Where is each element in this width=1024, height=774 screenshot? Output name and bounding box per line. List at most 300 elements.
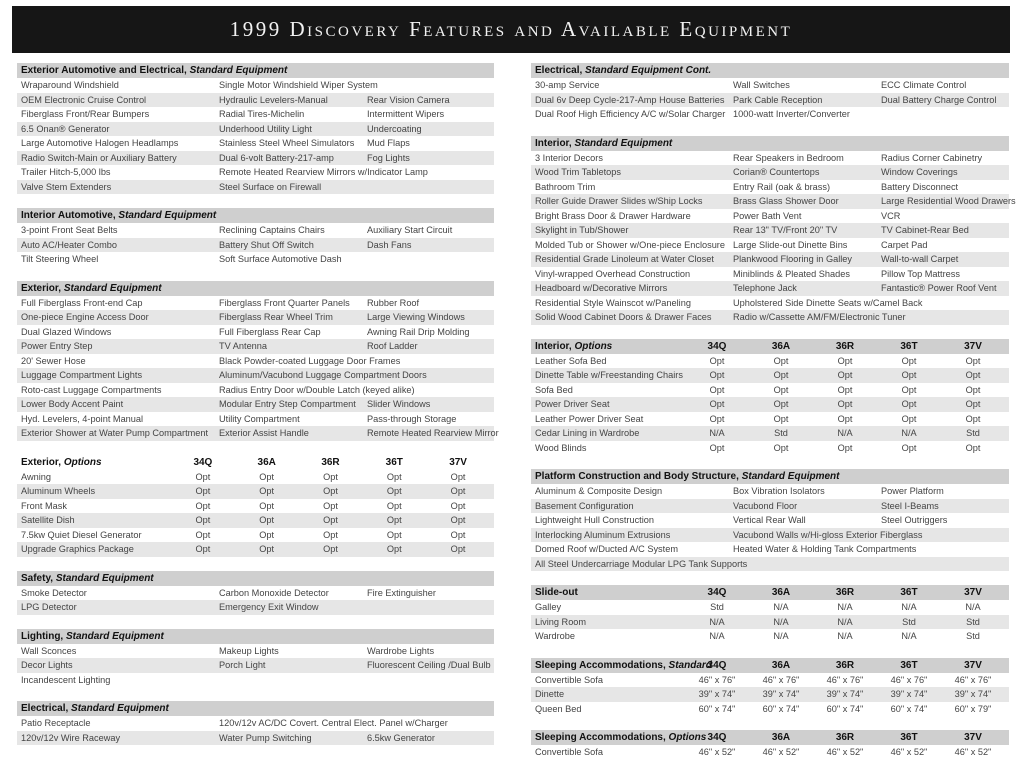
table-cell: Dual 6v Deep Cycle-217-Amp House Batteries [535, 94, 725, 105]
table-row [531, 687, 1009, 702]
table-cell: Large Viewing Windows [367, 312, 465, 322]
table-cell: Power Driver Seat [535, 399, 610, 409]
table-cell: Dual Roof High Efficiency A/C w/Solar Charger [535, 109, 726, 119]
section-rows [531, 600, 1009, 644]
table-row [17, 180, 494, 195]
table-cell: Wall Sconces [21, 645, 77, 656]
section-header-text: Slide-out [535, 587, 578, 598]
table-cell: Opt [837, 413, 853, 424]
table-cell: Vertical Rear Wall [733, 515, 806, 525]
section-header-qualifier: Standard Equipment [66, 630, 164, 642]
table-cell: Wall-to-wall Carpet [881, 254, 959, 264]
table-cell: Emergency Exit Window [219, 602, 319, 612]
column-header-34q: 34Q [707, 340, 727, 352]
table-cell: Brass Glass Shower Door [733, 196, 839, 206]
table-row [17, 151, 494, 166]
table-cell: Patio Receptacle [21, 718, 91, 728]
column-header-34q: 34Q [193, 456, 213, 468]
table-row [17, 339, 494, 354]
section-header-text: Exterior Automotive and Electrical, [21, 65, 187, 76]
table-cell: Black Powder-coated Luggage Door Frames [219, 355, 401, 366]
table-cell: Opt [965, 442, 981, 453]
section-header [17, 281, 494, 296]
table-cell: 60" x 74" [762, 703, 800, 714]
table-cell: Convertible Sofa [535, 674, 603, 685]
table-cell: Opt [901, 355, 917, 366]
table-cell: Opt [323, 515, 338, 525]
table-cell [881, 528, 1005, 543]
section-exterior-automotive-and-electrical-stand [17, 63, 494, 194]
table-cell: Fire Extinguisher [367, 587, 436, 598]
column-header-37v: 37V [964, 732, 982, 743]
table-cell: Opt [773, 399, 789, 409]
table-cell: Full Fiberglass Front-end Cap [21, 297, 143, 308]
section-header-qualifier: Options [574, 340, 613, 352]
table-cell: Battery Shut Off Switch [219, 239, 314, 250]
table-cell: Remote Heated Rearview Mirror [367, 428, 499, 438]
table-row [17, 238, 494, 253]
table-cell: Exterior Shower at Water Pump Compartment [21, 428, 209, 438]
section-header [17, 629, 494, 644]
section-header [17, 208, 494, 223]
table-row [531, 180, 1009, 195]
section-header [531, 730, 1009, 745]
table-cell: Opt [965, 355, 981, 366]
table-cell: Fiberglass Front/Rear Bumpers [21, 109, 150, 119]
table-cell: N/A [773, 616, 789, 627]
section-rows [17, 78, 494, 194]
table-row [531, 78, 1009, 93]
table-cell: Opt [450, 471, 466, 482]
section-rows [17, 296, 499, 441]
table-cell: 46" x 52" [890, 747, 928, 757]
table-cell: Opt [837, 355, 853, 366]
table-cell: Opt [195, 515, 211, 525]
table-cell: 46" x 52" [826, 747, 864, 757]
table-cell: Full Fiberglass Rear Cap [219, 326, 321, 337]
table-cell: Dash Fans [367, 239, 412, 250]
table-cell: 39" x 74" [826, 689, 864, 699]
table-cell: 39" x 74" [762, 689, 800, 699]
table-cell [367, 383, 490, 398]
section-header [531, 339, 1009, 354]
table-cell: Std [966, 428, 980, 438]
table-cell: Std [966, 631, 980, 641]
section-header-text: Electrical, [535, 65, 583, 76]
table-cell: Opt [901, 413, 917, 424]
section-header-text: Platform Construction and Body Structure, [535, 471, 739, 482]
table-cell: Stainless Steel Wheel Simulators [219, 138, 355, 148]
table-row [17, 252, 494, 267]
table-cell: 46" x 52" [698, 747, 736, 757]
table-cell [881, 107, 1005, 122]
table-cell: Auto AC/Heater Combo [21, 239, 118, 250]
table-cell [367, 716, 490, 731]
table-row [17, 165, 494, 180]
table-cell: Opt [450, 529, 466, 540]
table-row [531, 354, 1009, 369]
table-cell [367, 673, 490, 688]
table-cell: Opt [965, 399, 981, 409]
column-header-34q: 34Q [707, 587, 727, 598]
table-row [17, 470, 494, 485]
table-cell: Remote Heated Rearview Mirrors w/Indicator Lamp [219, 167, 428, 177]
table-cell: Undercoating [367, 123, 422, 134]
table-cell: Opt [323, 500, 338, 511]
table-cell: Large Slide-out Dinette Bins [733, 239, 848, 250]
table-row [17, 542, 494, 557]
section-header-text: Interior, [535, 137, 572, 149]
column-header-36r: 36R [835, 659, 855, 671]
table-cell: Carbon Monoxide Detector [219, 587, 329, 598]
section-interior-standard-equipment [531, 136, 1016, 325]
table-cell: Aluminum & Composite Design [535, 486, 663, 496]
table-cell: Opt [837, 370, 853, 380]
table-cell: Opt [259, 515, 275, 525]
table-row [17, 107, 494, 122]
column-header-36r: 36R [321, 456, 340, 468]
table-row [531, 412, 1009, 427]
table-row [531, 513, 1009, 528]
table-cell: Decor Lights [21, 660, 73, 670]
table-cell: Std [902, 616, 916, 627]
table-cell: Aluminum/Vacubond Luggage Compartment Doors [219, 370, 427, 380]
table-cell: Intermittent Wipers [367, 109, 445, 119]
table-row [531, 600, 1009, 615]
table-cell: Vinyl-wrapped Overhead Construction [535, 268, 691, 279]
table-cell: Leather Sofa Bed [535, 355, 607, 366]
table-cell [733, 557, 881, 572]
table-cell: 60" x 74" [698, 703, 736, 714]
table-row [17, 513, 494, 528]
section-header-text: Interior Automotive, [21, 210, 116, 221]
table-cell: Fantastic® Power Roof Vent [881, 283, 997, 293]
table-cell: N/A [901, 602, 917, 612]
table-cell: Corian® Countertops [733, 167, 820, 177]
table-cell: Awning [21, 471, 51, 482]
table-row [17, 368, 494, 383]
table-cell: Window Coverings [881, 167, 958, 177]
table-row [17, 600, 494, 615]
table-cell: Hyd. Levelers, 4-point Manual [21, 413, 144, 424]
table-row [531, 252, 1009, 267]
table-row [531, 238, 1009, 253]
table-cell: Opt [709, 442, 725, 453]
table-cell: Opt [773, 370, 789, 380]
table-cell: Slider Windows [367, 399, 431, 409]
table-cell: Opt [450, 515, 466, 525]
table-cell: Front Mask [21, 500, 67, 511]
table-row [531, 673, 1009, 688]
table-cell: N/A [837, 428, 853, 438]
column-header-36t: 36T [900, 587, 918, 598]
table-cell: Opt [709, 399, 725, 409]
table-row [531, 557, 1009, 572]
table-row [531, 223, 1009, 238]
table-row [531, 151, 1009, 166]
table-cell: 46" x 76" [762, 674, 800, 685]
table-cell: Smoke Detector [21, 587, 87, 598]
table-cell: Fog Lights [367, 152, 410, 163]
table-cell: Opt [386, 515, 402, 525]
table-cell: Soft Surface Automotive Dash [219, 254, 342, 264]
section-header-text: Electrical, [21, 703, 69, 714]
table-cell: Wall Switches [733, 80, 790, 90]
table-cell: 46" x 76" [698, 674, 736, 685]
table-cell: Steel Surface on Firewall [219, 181, 322, 192]
table-cell: Queen Bed [535, 703, 582, 714]
section-header [17, 455, 494, 470]
table-row [17, 310, 494, 325]
table-cell: Opt [259, 471, 275, 482]
table-row [17, 383, 494, 398]
section-header [17, 701, 494, 716]
table-cell: Opt [450, 500, 466, 511]
section-lighting-standard-equipment [17, 629, 494, 688]
table-cell: Opt [386, 471, 402, 482]
table-cell: Domed Roof w/Ducted A/C System [535, 544, 678, 554]
table-cell: 46" x 76" [826, 674, 864, 685]
table-row [17, 499, 494, 514]
table-cell: Opt [965, 413, 981, 424]
table-cell: 46" x 52" [954, 747, 992, 757]
right-column [531, 63, 1016, 774]
column-header-37v: 37V [964, 587, 982, 598]
section-header-label [21, 455, 171, 470]
table-cell: Roller Guide Drawer Slides w/Ship Locks [535, 196, 703, 206]
table-cell: Opt [901, 370, 917, 380]
section-rows [531, 484, 1009, 571]
table-cell: Opt [837, 442, 853, 453]
table-cell: 6.5 Onan® Generator [21, 123, 110, 134]
section-rows [531, 151, 1016, 325]
table-cell: Opt [773, 442, 789, 453]
table-cell: Opt [195, 544, 211, 554]
left-column [17, 63, 499, 759]
table-row [531, 615, 1009, 630]
table-cell: Opt [450, 486, 466, 496]
table-cell: Rear Speakers in Bedroom [733, 152, 844, 163]
table-row [17, 644, 494, 659]
section-sleeping-accommodations-standard [531, 658, 1009, 717]
table-cell: Mud Flaps [367, 138, 410, 148]
table-cell: Hydraulic Levelers-Manual [219, 94, 328, 105]
table-cell: Dinette Table w/Freestanding Chairs [535, 370, 683, 380]
table-cell: Wood Blinds [535, 442, 587, 453]
table-row [17, 325, 494, 340]
column-header-37v: 37V [964, 659, 982, 671]
table-cell: Exterior Assist Handle [219, 428, 309, 438]
column-header-36r: 36R [835, 340, 855, 352]
table-cell: Wardrobe Lights [367, 645, 435, 656]
table-cell: Porch Light [219, 660, 266, 670]
section-header [17, 571, 494, 586]
table-row [531, 281, 1009, 296]
table-cell [881, 557, 1005, 572]
table-cell: Std [710, 602, 724, 612]
section-slide-out [531, 585, 1009, 644]
table-cell: Auxiliary Start Circuit [367, 225, 453, 235]
table-cell: ECC Climate Control [881, 80, 967, 90]
table-cell: Opt [386, 544, 402, 554]
table-cell: Modular Entry Step Compartment [219, 399, 356, 409]
table-cell: Vacubond Walls w/Hi-gloss Exterior Fiberglass [733, 529, 923, 540]
table-cell: Wraparound Windshield [21, 80, 119, 90]
table-cell: Upgrade Graphics Package [21, 544, 134, 554]
table-cell: Lower Body Accent Paint [21, 399, 124, 409]
table-cell: N/A [965, 602, 981, 612]
table-cell: Cedar Lining in Wardrobe [535, 428, 640, 438]
section-header-text: Interior, [535, 340, 572, 352]
section-rows [17, 644, 494, 688]
table-cell: Reclining Captains Chairs [219, 225, 325, 235]
table-row [17, 528, 494, 543]
section-exterior-standard-equipment [17, 281, 499, 441]
table-cell [367, 354, 490, 369]
table-cell: Skylight in Tub/Shower [535, 225, 629, 235]
table-cell: Opt [901, 442, 917, 453]
table-row [17, 397, 494, 412]
table-cell: Rubber Roof [367, 297, 420, 308]
table-cell: Roof Ladder [367, 341, 418, 351]
table-cell: Trailer Hitch-5,000 lbs [21, 167, 111, 177]
column-header-36t: 36T [900, 659, 918, 671]
table-cell: Opt [709, 370, 725, 380]
column-header-36a: 36A [771, 659, 791, 671]
table-row [531, 194, 1016, 209]
table-cell: Std [774, 428, 788, 438]
table-row [531, 267, 1009, 282]
table-cell: Opt [386, 486, 402, 496]
section-rows [531, 78, 1009, 122]
table-cell: Wood Trim Tabletops [535, 167, 621, 177]
section-header-qualifier: Standard Equipment [63, 282, 162, 294]
table-cell [367, 600, 490, 615]
table-cell: Opt [965, 384, 981, 395]
table-row [17, 223, 494, 238]
section-header-text: Lighting, [21, 630, 64, 642]
table-row [531, 484, 1009, 499]
table-cell: 39" x 74" [698, 689, 736, 699]
table-cell: N/A [709, 616, 725, 627]
column-header-34q: 34Q [707, 732, 727, 743]
table-cell: Molded Tub or Shower w/One-piece Enclosure [535, 239, 725, 250]
table-cell: Std [966, 616, 980, 627]
table-cell: Radio Switch-Main or Auxiliary Battery [21, 152, 177, 163]
table-row [17, 136, 494, 151]
table-cell [367, 252, 490, 267]
column-header-34q: 34Q [707, 659, 727, 671]
table-cell: 46" x 76" [890, 674, 928, 685]
column-header-37v: 37V [449, 456, 467, 468]
table-row [17, 484, 494, 499]
table-cell: Radius Entry Door w/Double Latch (keyed alike) [219, 384, 415, 395]
table-cell [367, 78, 490, 93]
section-header-text: Sleeping Accommodations, [535, 659, 666, 671]
table-cell: Opt [195, 471, 211, 482]
table-cell: Large Automotive Halogen Headlamps [21, 138, 179, 148]
table-cell: One-piece Engine Access Door [21, 312, 149, 322]
table-cell: Opt [195, 486, 211, 496]
table-cell: Valve Stem Extenders [21, 181, 112, 192]
column-header-36r: 36R [835, 732, 855, 743]
table-cell: 30-amp Service [535, 80, 600, 90]
section-rows [531, 354, 1009, 456]
table-cell: 7.5kw Quiet Diesel Generator [21, 529, 142, 540]
table-cell: 1000-watt Inverter/Converter [733, 109, 850, 119]
table-cell: Opt [901, 399, 917, 409]
section-rows [531, 673, 1009, 717]
table-cell: 120v/12v Wire Raceway [21, 732, 121, 743]
table-cell: Opt [837, 399, 853, 409]
table-row [531, 542, 1009, 557]
table-cell: VCR [881, 210, 901, 221]
table-cell: Opt [773, 413, 789, 424]
table-cell: Opt [837, 384, 853, 395]
table-cell: Bright Brass Door & Drawer Hardware [535, 210, 691, 221]
table-cell: N/A [773, 631, 789, 641]
section-header-qualifier: Standard Equipment [118, 210, 217, 221]
table-cell: Fluorescent Ceiling /Dual Bulb [367, 660, 491, 670]
section-header-qualifier: Standard Equipment Cont. [585, 65, 712, 76]
table-row [17, 354, 494, 369]
table-cell: Battery Disconnect [881, 181, 959, 192]
table-cell: 3 Interior Decors [535, 152, 603, 163]
table-cell: Dual Battery Charge Control [881, 94, 997, 105]
table-cell: Incandescent Lighting [21, 674, 111, 685]
table-cell: Solid Wood Cabinet Doors & Drawer Faces [535, 312, 712, 322]
table-cell: Opt [323, 544, 338, 554]
section-header-qualifier: Options [668, 732, 707, 743]
table-cell: Opt [386, 500, 402, 511]
section-header-text: Exterior, [21, 282, 62, 294]
table-cell: 60" x 79" [954, 703, 992, 714]
column-header-36t: 36T [900, 340, 918, 352]
section-header-qualifier: Options [63, 456, 102, 468]
section-header [531, 658, 1009, 673]
table-row [17, 673, 494, 688]
table-cell: Leather Power Driver Seat [535, 413, 644, 424]
section-header-qualifier: Standard Equipment [741, 471, 840, 482]
table-cell: Water Pump Switching [219, 732, 312, 743]
table-cell: Carpet Pad [881, 239, 928, 250]
table-cell: Opt [709, 355, 725, 366]
table-cell: Opt [965, 370, 981, 380]
table-row [17, 78, 494, 93]
table-cell: Utility Compartment [219, 413, 300, 424]
table-cell: Tilt Steering Wheel [21, 254, 99, 264]
table-cell: Pass-through Storage [367, 413, 457, 424]
table-cell: Lightweight Hull Construction [535, 515, 654, 525]
table-row [531, 383, 1009, 398]
table-row [17, 716, 494, 731]
section-rows [531, 745, 1009, 760]
page-title-banner [12, 6, 1010, 53]
table-cell [367, 368, 490, 383]
table-cell: N/A [709, 631, 725, 641]
table-cell: 6.5kw Generator [367, 732, 435, 743]
table-cell: 39" x 74" [890, 689, 928, 699]
section-interior-options [531, 339, 1009, 456]
table-row [17, 586, 494, 601]
section-electrical-standard-equipment [17, 701, 494, 745]
table-cell: Sofa Bed [535, 384, 573, 395]
table-row [17, 122, 494, 137]
table-cell: Residential Style Wainscot w/Paneling [535, 297, 691, 308]
table-cell: Interlocking Aluminum Extrusions [535, 529, 671, 540]
section-sleeping-accommodations-options [531, 730, 1009, 760]
table-row [531, 499, 1009, 514]
